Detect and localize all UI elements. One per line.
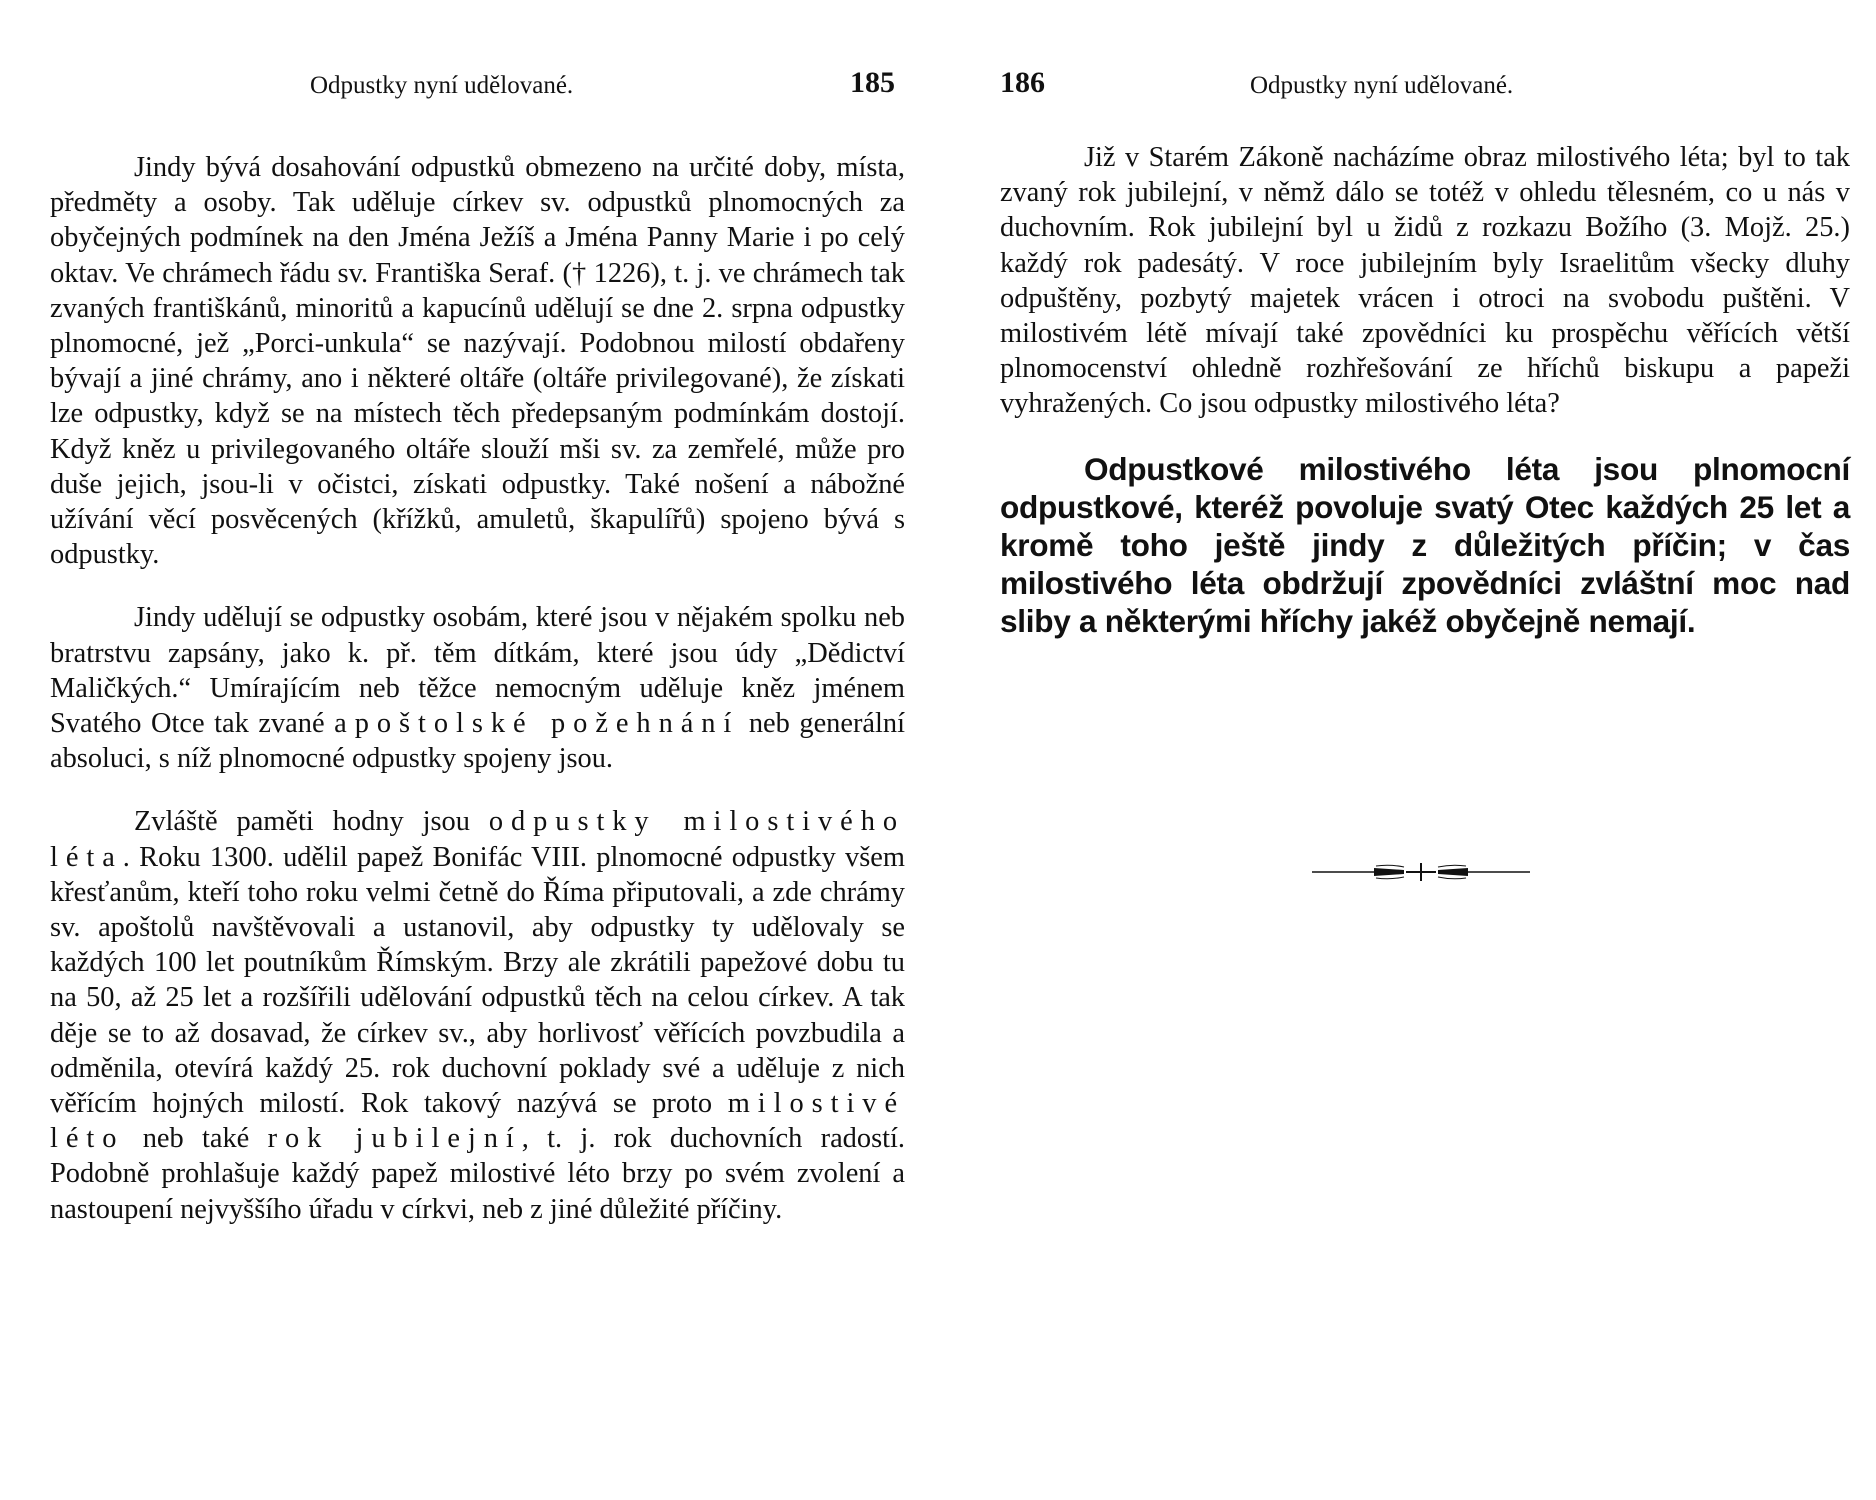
left-paragraph-2-part-a: Jindy udělují se odpustky osobám, které jsou v nějakém spolku neb bratrstvu zapsány, jako k. př. těm dítkám, které jsou údy „Dědictví Maličkých.“ Umírajícím neb těžce nemocným uděluje kněz jménem Svatého Otce tak zvané: [50, 602, 905, 740]
left-paragraph-3-part-c: neb také: [142, 1123, 250, 1155]
spaced-term-indulgences-jubilee: odpustky milostivého léta: [50, 806, 906, 873]
left-paragraph-2: [50, 600, 905, 776]
left-paragraph-3: [50, 804, 905, 1226]
left-paragraph-1: Jindy bývá dosahování odpustků obmezeno na určité doby, místa, předměty a osoby. Tak uděluje církev sv. odpustků plnomocných za obyčejných podmínek na den Jména Ježíš a Jména Panny Marie i po celý oktav. Ve chrámech řádu sv. Františka Seraf. († 1226), t. j. ve chrámech tak zvaných františkánů, minoritů a kapucínů udělují se dne 2. srpna odpustky plnomocné, jež „Porci-unkula“ se nazývají. Podobnou milostí obdařeny bývají a jiné chrámy, ano i některé oltáře (oltáře privilegované), že získati lze odpustky, když se na místech těch předepsaným podmínkám dostojí. Když kněz u privilegovaného oltáře slouží mši sv. za zemřelé, může pro duše jejich, jsou-li v očistci, získati odpustky. Také nošení a nábožné užívání věcí posvěcených (křížků, amuletů, škapulířů) spojeno bývá s odpustky.: [50, 152, 905, 571]
left-paragraph-3-part-b: . Roku 1300. udělil papež Bonifác VIII. plnomocné odpustky všem křesťanům, kteří toho roku velmi četně do Říma připutovali, a zde chrámy sv. apoštolů navštěvovali a ustanovil, aby odpustky ty udělovaly se každých 100 let poutníkům Římským. Brzy ale zkrátili papežové dobu tu na 50, až 25 let a rozšířili udělování odpustků těch na celou církev. A tak děje se to až dosavad, že církev sv., aby horlivosť věřících povzbudila a odměnila, otevírá každý 25. rok duchovní poklady své a uděluje z nich věřícím hojných milostí. Rok takový nazývá se proto: [50, 841, 905, 1120]
left-paragraph-3-part-a: Zvláště paměti hodny jsou: [134, 806, 470, 838]
spaced-term-jubilee-rok: rok jubilejní: [267, 1123, 522, 1155]
right-paragraph-1: Již v Starém Zákoně nacházíme obraz milostivého léta; byl to tak zvaný rok jubilejní, v němž dálo se totéž v ohledu tělesném, co u nás v duchovním. Rok jubilejní byl u židů z rozkazu Božího (3. Mojž. 25.) každý rok padesátý. V roce jubilejním byly Israelitům všecky dluhy odpuštěny, pozbytý majetek vrácen i otroci na svobodu puštěni. V milostivém létě mívají také zpovědníci ku prospěchu věřících větší plnomocenství ohledně rozhřešování ze hříchů biskupu a papeži vyhražených. Co jsou odpustky milostivého léta?: [1000, 142, 1850, 420]
right-page: [1000, 0, 1850, 1500]
left-paragraph-3-part-d: , t. j. rok duchovních radostí. Podobně prohlašuje každý papež milostivé léto brzy po svém zvolení a nastoupení nejvyššího úřadu v církvi, neb z jiné důležité příčiny.: [50, 1123, 905, 1225]
left-running-title: Odpustky nyní udělované.: [310, 72, 574, 99]
left-page-number: 185: [850, 66, 895, 99]
left-page: [50, 0, 905, 1500]
left-body: [50, 150, 905, 1227]
left-running-head: [50, 66, 905, 132]
right-running-title: Odpustky nyní udělované.: [1250, 72, 1514, 99]
spaced-term-jubilee-year: milostivé léto: [50, 1088, 905, 1155]
right-page-number: 186: [1000, 66, 1045, 99]
right-body: [1000, 140, 1850, 640]
bold-answer-paragraph: Odpustkové milostivého léta jsou plnomocní odpustkové, kteréž povoluje svatý Otec každých 25 let a kromě toho ještě jindy z důležitých příčin; v čas milostivého léta obdržují zpovědníci zvláštní moc nad sliby a některými hříchy jakéž obyčejně nemají.: [1000, 450, 1850, 639]
right-running-head: [1000, 66, 1850, 132]
spaced-term-apostolic-blessing: apoštolské požehnání: [334, 708, 740, 740]
left-paragraph-2-part-b: neb generální absoluci, s níž plnomocné odpustky spojeny jsou.: [50, 708, 906, 775]
closing-ornament-icon: [1312, 860, 1530, 884]
